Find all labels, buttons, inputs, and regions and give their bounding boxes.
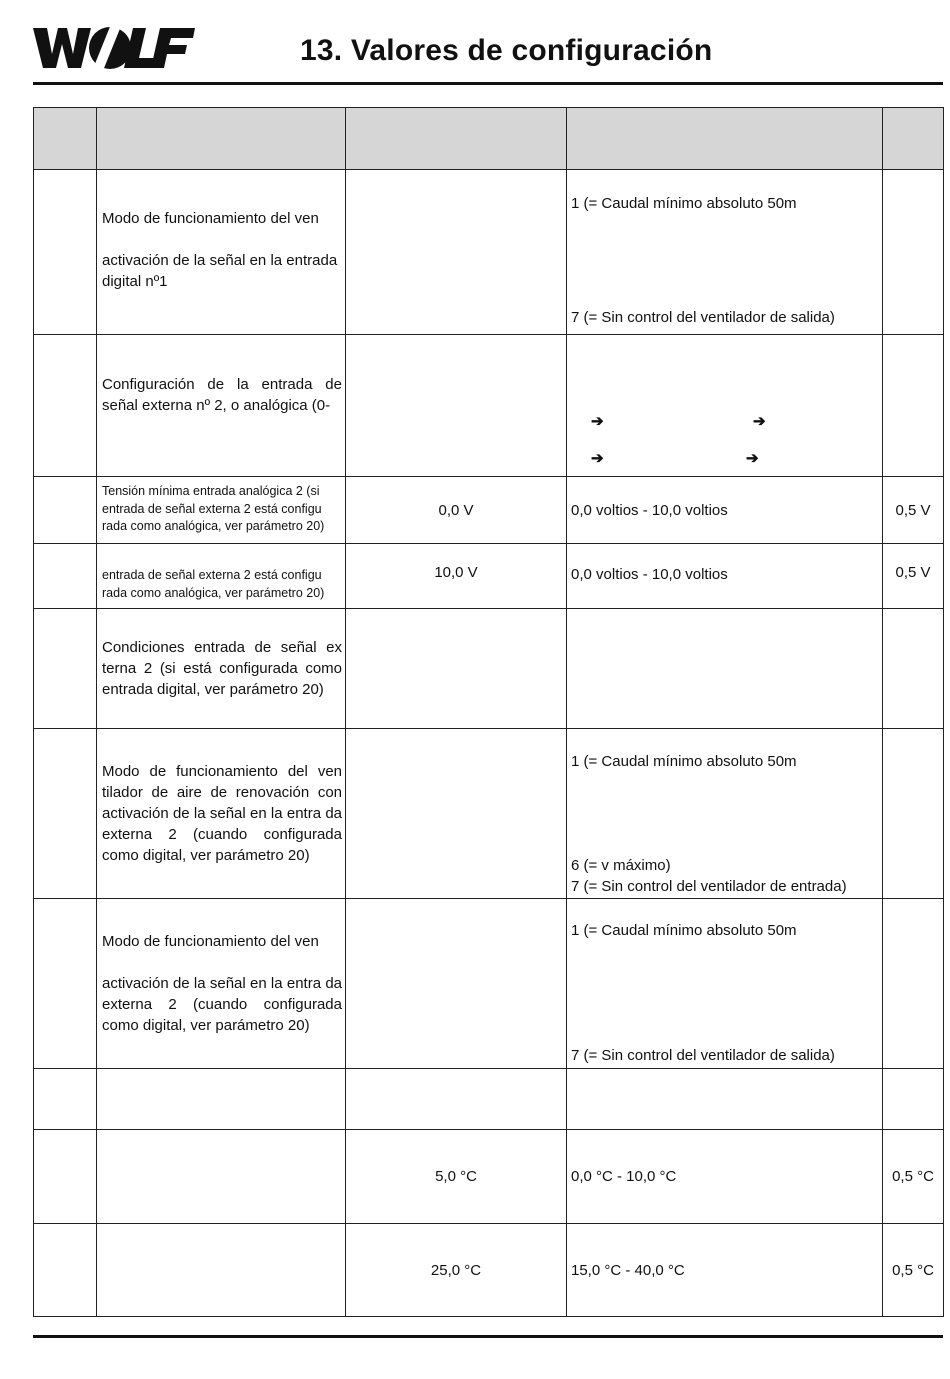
option-line: 1 (= Caudal mínimo absoluto 50m <box>571 195 797 212</box>
arrow-right-icon: ➔ <box>746 450 759 467</box>
default-value: 5,0 °C <box>435 1168 477 1185</box>
option-line: 1 (= Caudal mínimo absoluto 50m <box>571 922 797 939</box>
wolf-logo <box>33 26 195 70</box>
page-title: 13. Valores de configuración <box>300 34 713 67</box>
step-value: 0,5 V <box>895 501 931 519</box>
table-row <box>34 544 944 609</box>
option-line: 7 (= Sin control del ventilador de salida) <box>571 309 835 326</box>
header-cell <box>567 108 883 170</box>
arrow-right-icon: ➔ <box>591 413 604 430</box>
row-description: entrada de señal externa 2 está configu rada como analógica, ver parámetro 20) <box>102 568 325 600</box>
table-header-row <box>34 108 944 170</box>
row-description: Modo de funcionamiento del ven <box>102 210 319 227</box>
table-row <box>34 729 944 899</box>
arrow-right-icon: ➔ <box>591 450 604 467</box>
table-row <box>34 609 944 729</box>
step-value: 0,5 °C <box>892 1168 934 1185</box>
table-row <box>34 477 944 544</box>
option-line: 7 (= Sin control del ventilador de salida) <box>571 1047 835 1064</box>
table-row <box>34 1069 944 1130</box>
range-value: 15,0 °C - 40,0 °C <box>571 1261 685 1279</box>
row-description: Condiciones entrada de señal ex terna 2 (si está configurada como entrada digital, ver parámetro 20) <box>102 639 342 698</box>
table-row <box>34 1130 944 1224</box>
option-line: 1 (= Caudal mínimo absoluto 50m <box>571 753 797 770</box>
range-value: 0,0 °C - 10,0 °C <box>571 1168 677 1185</box>
row-description: Tensión mínima entrada analógica 2 (si entrada de señal externa 2 está configu rada como analógica, ver parámetro 20) <box>102 484 325 533</box>
table-row <box>34 170 944 335</box>
range-value: 0,0 voltios - 10,0 voltios <box>571 501 728 519</box>
row-description: Configuración de la entrada de señal externa nº 2, o analógica (0- <box>102 376 342 414</box>
row-description: Modo de funcionamiento del ven <box>102 933 319 950</box>
header-rule <box>33 82 943 85</box>
header-cell <box>346 108 567 170</box>
header-cell <box>97 108 346 170</box>
table-row <box>34 335 944 477</box>
header-cell <box>883 108 944 170</box>
row-description: activación de la señal en la entrada digital nº1 <box>102 252 338 290</box>
header-cell <box>34 108 97 170</box>
footer-rule <box>33 1335 943 1338</box>
default-value: 10,0 V <box>434 564 478 581</box>
option-line: 6 (= v máximo) <box>571 857 671 874</box>
arrow-right-icon: ➔ <box>753 413 766 430</box>
row-description: activación de la señal en la entra da externa 2 (cuando configurada como digital, ver parámetro 20) <box>102 975 342 1034</box>
table-row <box>34 1224 944 1317</box>
step-value: 0,5 °C <box>892 1261 934 1279</box>
default-value: 0,0 V <box>438 501 474 519</box>
configuration-table <box>33 107 944 1317</box>
table-row <box>34 899 944 1069</box>
step-value: 0,5 V <box>895 564 931 581</box>
row-description: Modo de funcionamiento del ven tilador de aire de renovación con activación de la señal en la entra da externa 2 (cuando configurada como digital, ver parámetro 20) <box>102 763 342 864</box>
option-line: 7 (= Sin control del ventilador de entrada) <box>571 878 847 895</box>
default-value: 25,0 °C <box>430 1261 482 1279</box>
range-value: 0,0 voltios - 10,0 voltios <box>571 566 728 583</box>
